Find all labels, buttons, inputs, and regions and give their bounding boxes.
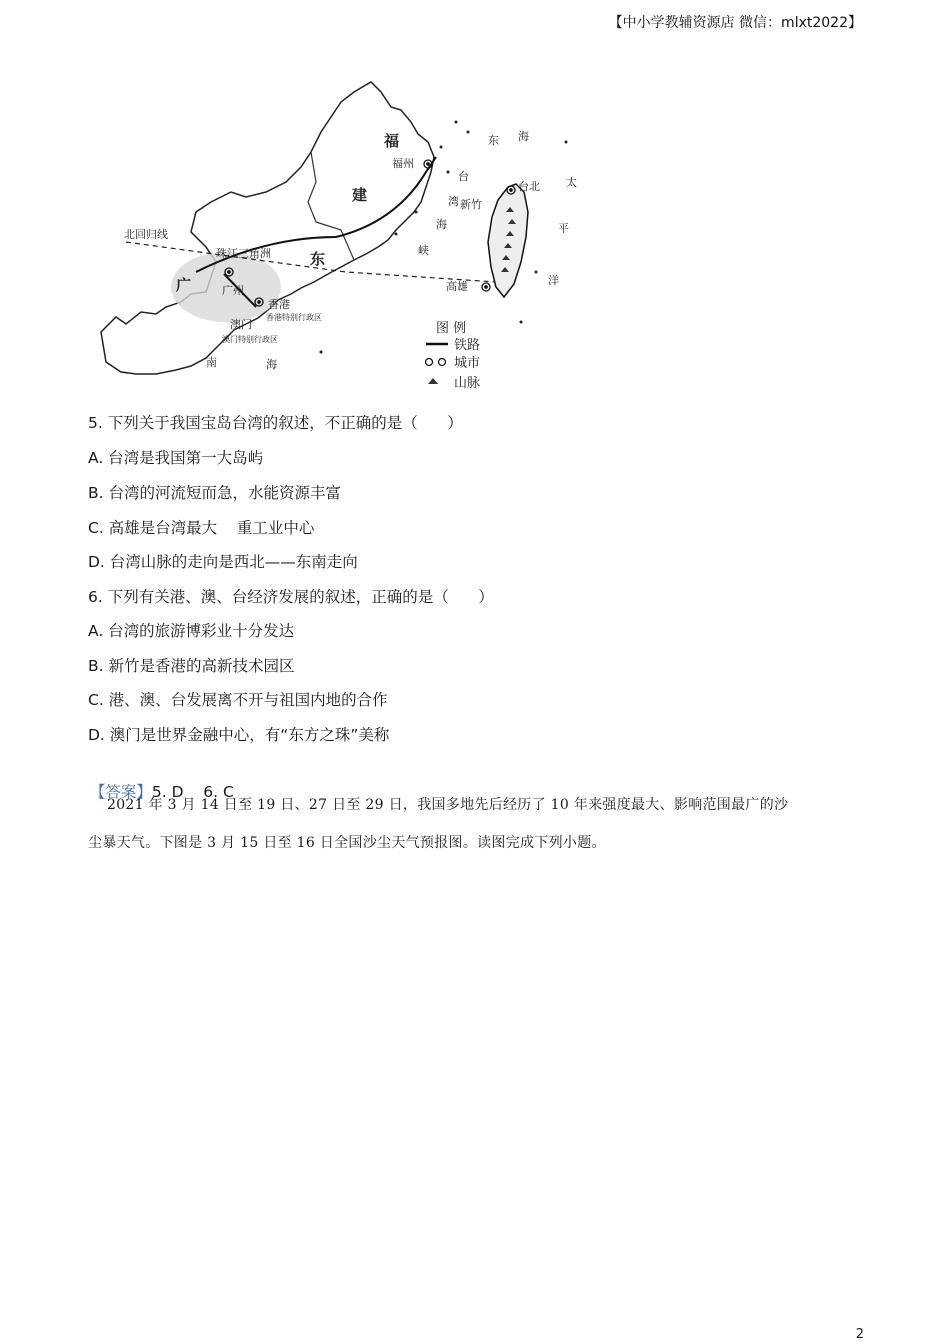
- question-6-option-c: C. 港、澳、台发展离不开与祖国内地的合作: [88, 691, 388, 709]
- label-xinzhu: 新竹: [460, 198, 482, 211]
- label-zhujiang: 珠江三角洲: [216, 247, 271, 260]
- question-6-option-a: A. 台湾的旅游博彩业十分发达: [88, 622, 295, 640]
- label-ping-pacific: 平: [558, 222, 569, 235]
- question-5-option-b: B. 台湾的河流短而急，水能资源丰富: [88, 484, 341, 502]
- label-hai-strait: 海: [436, 218, 447, 231]
- label-aomen-sar: 澳门特别行政区: [222, 335, 278, 344]
- label-xianggang-sar: 香港特别行政区: [266, 313, 322, 322]
- passage-line-1: 2021 年 3 月 14 日至 19 日、27 日至 29 日，我国多地先后经历了 10 年来强度最大、影响范围最广的沙: [88, 797, 789, 813]
- legend-railway: 铁路: [454, 338, 481, 353]
- label-guang: 广: [176, 276, 192, 294]
- label-jian: 建: [352, 186, 368, 204]
- taiwan-fujian-guangdong-map: [96, 62, 596, 394]
- question-6-option-b: B. 新竹是香港的高新技术园区: [88, 657, 295, 675]
- question-5-option-d: D. 台湾山脉的走向是西北——东南走向: [88, 553, 358, 571]
- page-number: 2: [855, 1327, 864, 1342]
- legend-mountain: 山脉: [454, 376, 481, 391]
- label-yang-pacific: 洋: [548, 274, 559, 287]
- question-5-option-a: A. 台湾是我国第一大岛屿: [88, 449, 264, 467]
- label-gaoxiong: 高雄: [446, 280, 468, 293]
- passage-line-2: 尘暴天气。下图是 3 月 15 日至 16 日全国沙尘天气预报图。读图完成下列小题。: [88, 835, 606, 851]
- question-6-option-d: D. 澳门是世界金融中心，有“东方之珠”美称: [88, 726, 390, 744]
- question-5-option-c: C. 高雄是台湾最大 重工业中心: [88, 519, 315, 537]
- label-fu: 福: [384, 132, 400, 150]
- legend-title: 图 例: [436, 321, 467, 336]
- label-fuzhou: 福州: [392, 157, 414, 170]
- question-5-stem: 5. 下列关于我国宝岛台湾的叙述，不正确的是（ ）: [88, 414, 463, 432]
- header-note: 【中小学教辅资源店 微信：mlxt2022】: [608, 15, 862, 31]
- legend-city: 城市: [454, 356, 481, 371]
- label-dong-sea: 东: [488, 134, 499, 147]
- map-legend: [426, 321, 481, 391]
- label-tai-strait: 台: [458, 170, 469, 183]
- taiwan-island: [488, 184, 528, 297]
- coastal-islands: [320, 121, 568, 354]
- question-6-stem: 6. 下列有关港、澳、台经济发展的叙述，正确的是（ ）: [88, 588, 494, 606]
- legend-city-symbol: [426, 359, 433, 366]
- label-aomen: 澳门: [230, 318, 252, 331]
- label-hai-ne: 海: [518, 130, 529, 143]
- label-xia-strait: 峡: [418, 244, 429, 257]
- answer-text: 5. D 6. C: [151, 783, 234, 801]
- passage: [88, 794, 863, 870]
- label-taibei: 台北: [518, 180, 540, 193]
- label-xianggang: 香港: [268, 298, 290, 311]
- label-wan-strait: 湾: [448, 195, 459, 208]
- answer-tag: 【答案】: [89, 783, 152, 801]
- label-beihuigui: 北回归线: [124, 228, 168, 241]
- label-hai-south: 海: [266, 358, 277, 371]
- label-nan-sea: 南: [206, 356, 217, 369]
- province-border: [308, 152, 354, 260]
- label-tai-pacific: 太: [566, 176, 577, 189]
- label-dong: 东: [310, 250, 326, 268]
- label-guangzhou: 广州: [222, 284, 244, 297]
- legend-mountain-symbol: [428, 378, 438, 384]
